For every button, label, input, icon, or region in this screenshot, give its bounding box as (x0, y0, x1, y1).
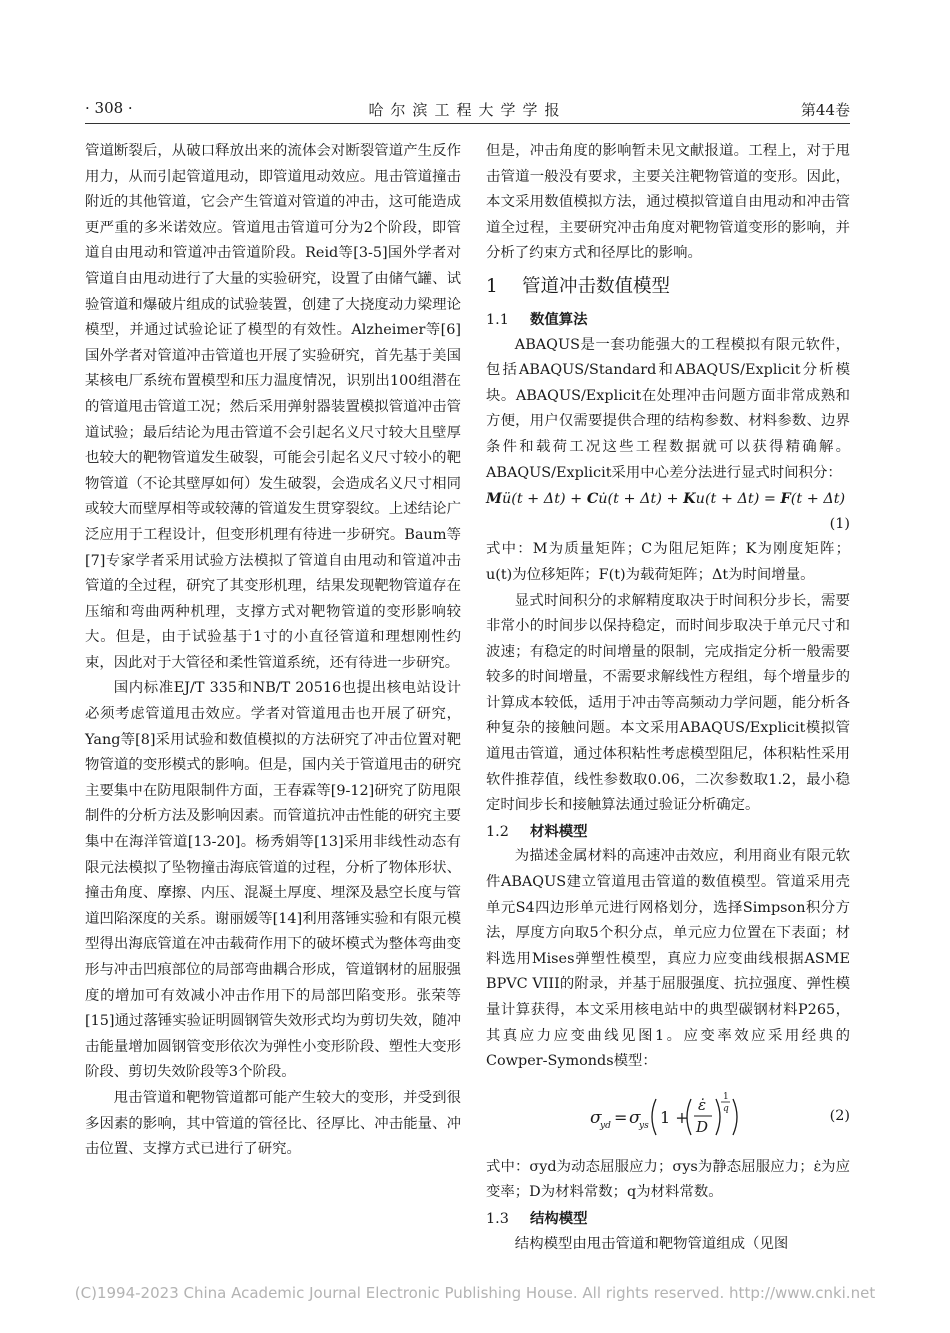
svg-text:q: q (723, 1103, 729, 1114)
subsection-title: 结构模型 (530, 1209, 588, 1227)
subsection-title: 材料模型 (530, 822, 588, 840)
equation-where: 式中：σyd为动态屈服应力；σys为静态屈服应力；ε̇为应变率；D为材料常数；q为材料常数。 (486, 1158, 850, 1201)
paragraph: 显式时间积分的求解精度取决于时间积分步长，需要非常小的时间步以保持稳定，而时间步取决于单元尺寸和波速；有稳定的时间增量的限制，完成指定分析一般需要较多的时间增量，不需要求解线性方程组，每个增量步的计算成本较低，适用于冲击等高频动力学问题，能分析各种复杂的接触问题。本文采用ABAQUS/Explicit模拟管道甩击管道，通过体积粘性考虑模型阻尼，体积粘性采用软件推荐值，线性参数取0.06，二次参数取1.2，最小稳定时间步长和接触算法通过验证分析确定。 (486, 592, 850, 814)
subsection-heading (486, 819, 850, 845)
subsection-title: 数值算法 (530, 310, 588, 328)
svg-text:yd: yd (600, 1120, 611, 1131)
left-column (85, 139, 461, 1163)
subsection-heading (486, 307, 850, 333)
section-heading (486, 270, 850, 304)
right-column (486, 139, 850, 1257)
paragraph: ABAQUS是一套功能强大的工程模拟有限元软件，包括ABAQUS/Standard和ABAQUS/Explicit分析模块。ABAQUS/Explicit在处理冲击问题方面非常成熟和方便，用户仅需要提供合理的结构参数、材料参数、边界条件和载荷工况这些工程数据就可以获得精确解。ABAQUS/Explicit采用中心差分法进行显式时间积分： (486, 336, 850, 481)
svg-text:1 +: 1 + (660, 1107, 689, 1127)
svg-text:σ: σ (629, 1107, 641, 1128)
subsection-number: 1.3 (486, 1210, 509, 1227)
paragraph: 国内标准EJ/T 335和NB/T 20516也提出核电站设计必须考虑管道甩击效应。学者对管道甩击也开展了研究，Yang等[8]采用试验和数值模拟的方法研究了冲击位置对靶物管道的变形模式的影响。但是，国内关于管道甩击的研究主要集中在防甩限制件方面，王春霖等[9-12]研究了防甩限制件的分析方法及影响因素。而管道抗冲击性能的研究主要集中在海洋管道[13-20]。杨秀娟等[13]采用非线性动态有限元法模拟了坠物撞击海底管道的过程，分析了物体形状、撞击角度、摩擦、内压、混凝土厚度、埋深及悬空长度与管道凹陷深度的关系。谢丽媛等[14]利用落锤实验和有限元模型得出海底管道在冲击载荷作用下的破坏模式为整体弯曲变形与冲击凹痕部位的局部弯曲耦合形成，管道钢材的屈服强度的增加可有效减小冲击作用下的局部凹陷变形。张荣等[15]通过落锤实验证明圆钢管失效形式均为剪切失效，随冲击能量增加圆钢管变形依次为弹性小变形阶段、塑性大变形阶段、剪切失效阶段等3个阶段。 (85, 680, 461, 1081)
svg-text:σ: σ (590, 1107, 602, 1128)
svg-text:1: 1 (723, 1091, 729, 1102)
paragraph: 为描述金属材料的高速冲击效应，利用商业有限元软件ABAQUS建立管道甩击管道的数值模型。管道采用壳单元S4四边形单元进行网格划分，选择Simpson积分方法，厚度方向取5个积分点，单元应力位置在下表面；材料选用Mises弹塑性模型，真应力应变曲线根据ASME BPVC VIII的附录，并基于屈服强度、抗拉强度、弹性模量计算获得，本文采用核电站中的典型碳钢材料P265，其真应力应变曲线见图1。应变率效应采用经典的Cowper-Symonds模型： (486, 848, 850, 1070)
svg-text:ε̇: ε̇ (698, 1095, 707, 1114)
paragraph: 管道断裂后，从破口释放出来的流体会对断裂管道产生反作用力，从而引起管道甩动，即管道甩动效应。甩击管道撞击附近的其他管道，它会产生管道对管道的冲击，这可能造成更严重的多米诺效应。管道甩击管道可分为2个阶段，即管道自由甩动和管道冲击管道阶段。Reid等[3-5]国外学者对管道自由甩动进行了大量的实验研究，设置了由储气罐、试验管道和爆破片组成的试验装置，创建了大挠度动力梁理论模型，并通过试验论证了模型的有效性。Alzheimer等[6]国外学者对管道冲击管道也开展了实验研究，首先基于美国某核电厂系统布置模型和压力温度情况，识别出100组潜在的管道甩击管道工况；然后采用弹射器装置模拟管道冲击管道试验；最后结论为甩击管道不会引起名义尺寸较大且壁厚也较大的靶物管道发生破裂，可能会引起名义尺寸较小的靶物管道（不论其壁厚如何）发生破裂，会造成名义尺寸相同或较大而壁厚相等或较薄的管道发生贯穿裂纹。上述结论广泛应用于工程设计，但变形机理有待进一步研究。Baum等[7]专家学者采用试验方法模拟了管道自由甩动和管道冲击管道的全过程，研究了其变形机理，结果发现靶物管道存在压缩和弯曲两种机理，支撑方式对靶物管道的变形影响较大。但是，由于试验基于1寸的小直径管道和理想刚性约束，因此对于大管径和柔性管道系统，还有待进一步研究。 (85, 143, 461, 671)
section-title: 管道冲击数值模型 (522, 275, 671, 297)
equation-number: (2) (829, 1107, 850, 1124)
equation-where: 式中：M为质量矩阵；C为阻尼矩阵；K为刚度矩阵；u(t)为位移矩阵；F(t)为载荷矩阵；Δt为时间增量。 (486, 541, 850, 583)
equation-2 (486, 1075, 850, 1155)
paragraph: 但是，冲击角度的影响暂未见文献报道。工程上，对于甩击管道一般没有要求，主要关注靶物管道的变形。因此，本文采用数值模拟方法，通过模拟管道自由甩动和冲击管道全过程，主要研究冲击角度对靶物管道变形的影响，并分析了约束方式和径厚比的影响。 (486, 143, 850, 262)
svg-text:ys: ys (639, 1120, 649, 1131)
running-header (85, 97, 850, 124)
paragraph: 甩击管道和靶物管道都可能产生较大的变形，并受到很多因素的影响，其中管道的管径比、径厚比、冲击能量、冲击位置、支撑方式已进行了研究。 (85, 1089, 461, 1158)
svg-text:=: = (614, 1107, 628, 1127)
equation-number: (1) (829, 515, 850, 532)
paragraph: 结构模型由甩击管道和靶物管道组成（见图 (514, 1235, 789, 1252)
equation-1: Mü(t + Δt) + Cu̇(t + Δt) + Ku(t + Δt) = F(t + Δt) (486, 490, 846, 508)
subsection-heading (486, 1206, 850, 1232)
copyright-footer: (C)1994-2023 China Academic Journal Electronic Publishing House. All rights reserved. http://www.cnki.net (74, 1284, 876, 1302)
subsection-number: 1.2 (486, 823, 509, 840)
section-number: 1 (486, 275, 498, 297)
volume-label: 第44卷 (800, 101, 850, 119)
subsection-number: 1.1 (486, 311, 509, 328)
page-number: · 308 · (85, 99, 133, 117)
journal-title: 哈尔滨工程大学学报 (368, 101, 567, 119)
svg-text:D: D (696, 1117, 709, 1136)
